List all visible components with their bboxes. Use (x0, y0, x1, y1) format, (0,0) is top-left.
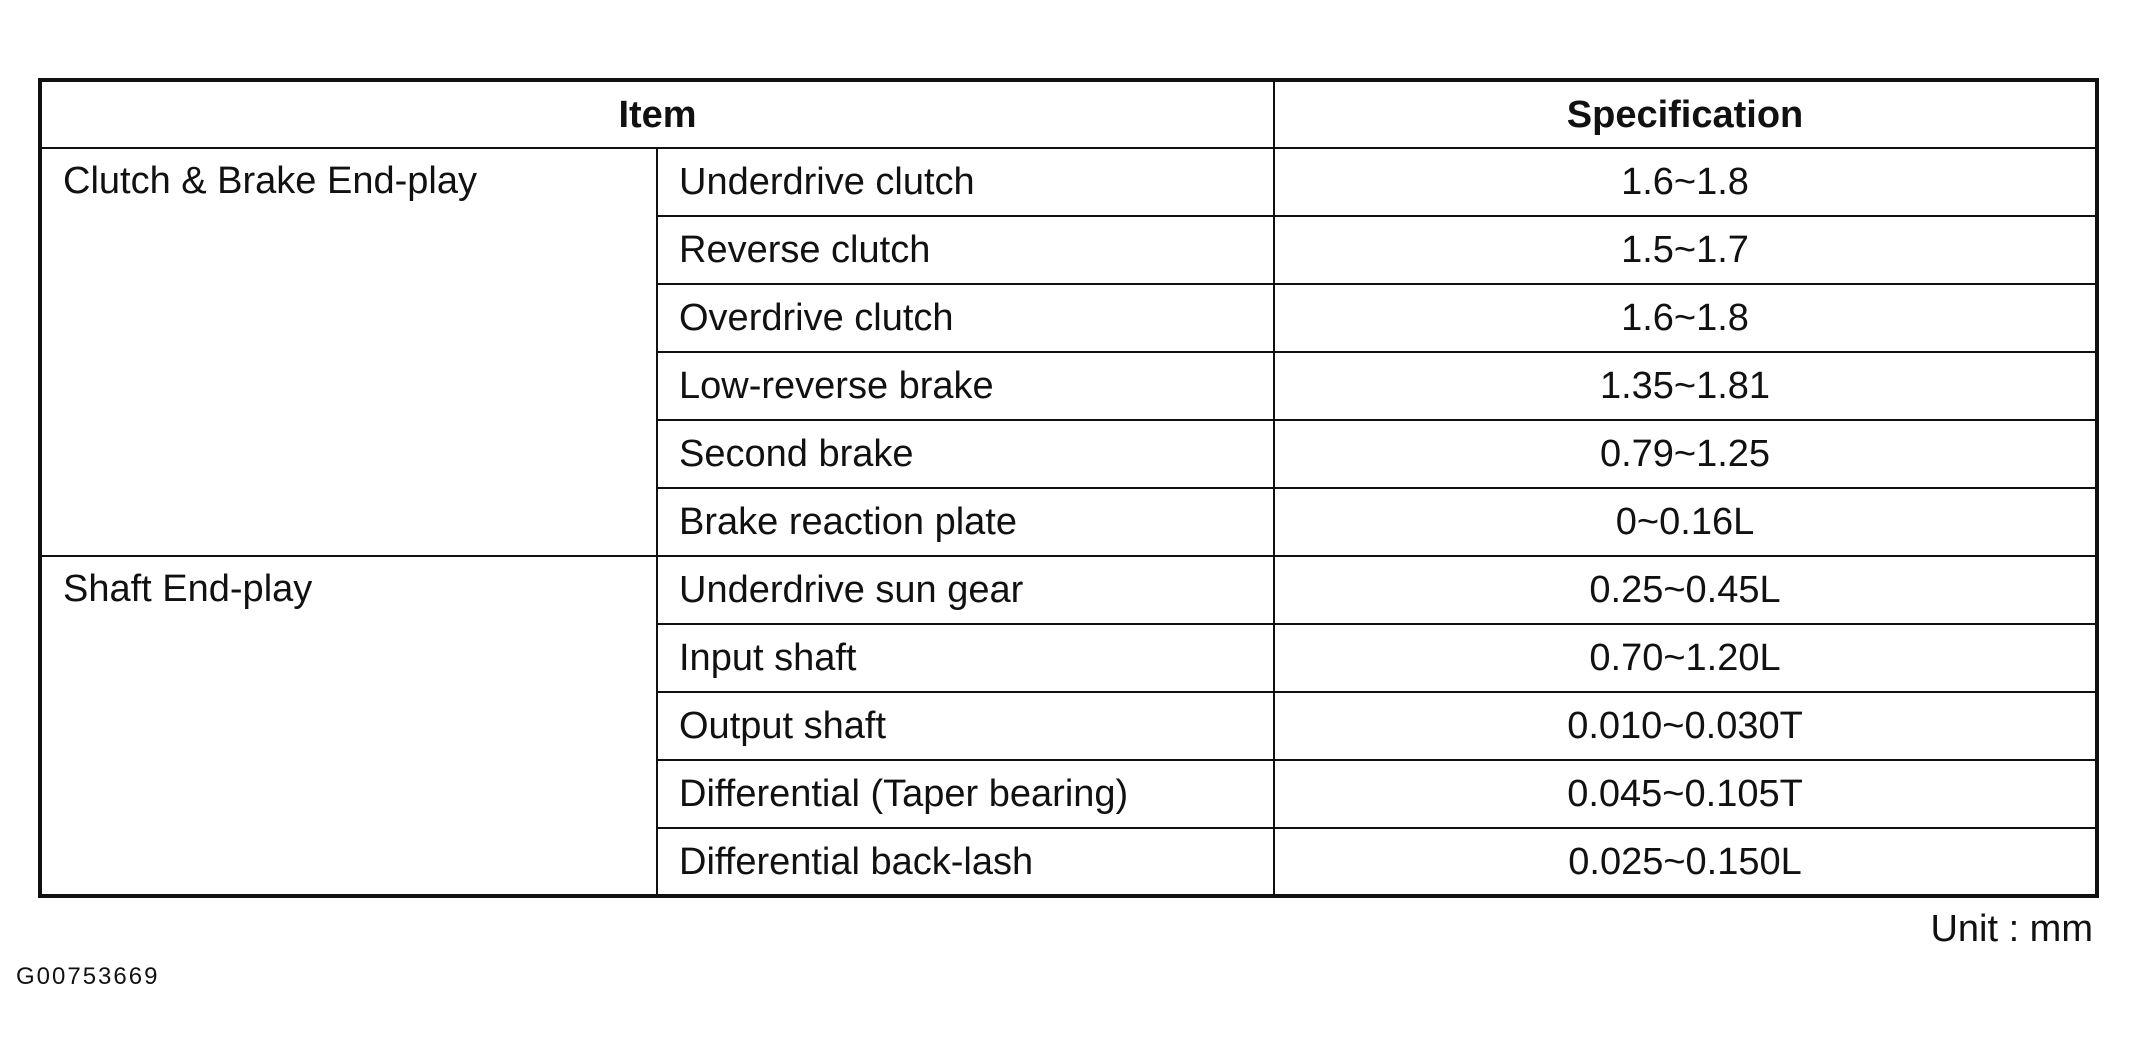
item-cell: Brake reaction plate (657, 488, 1274, 556)
table-header-row (40, 80, 2097, 148)
table-row (40, 556, 2097, 624)
unit-note: Unit : mm (1930, 908, 2093, 950)
spec-cell: 0.025~0.150L (1274, 828, 2097, 896)
spec-cell: 1.6~1.8 (1274, 284, 2097, 352)
group-label-clutch-brake: Clutch & Brake End-play (40, 148, 657, 556)
specification-table (38, 78, 2099, 898)
item-cell: Overdrive clutch (657, 284, 1274, 352)
spec-cell: 0.70~1.20L (1274, 624, 2097, 692)
item-cell: Differential (Taper bearing) (657, 760, 1274, 828)
spec-cell: 1.35~1.81 (1274, 352, 2097, 420)
spec-cell: 1.6~1.8 (1274, 148, 2097, 216)
header-specification: Specification (1274, 80, 2097, 148)
header-item: Item (40, 80, 1274, 148)
spec-cell: 0.79~1.25 (1274, 420, 2097, 488)
group-label-shaft: Shaft End-play (40, 556, 657, 896)
item-cell: Low-reverse brake (657, 352, 1274, 420)
spec-cell: 1.5~1.7 (1274, 216, 2097, 284)
spec-cell: 0~0.16L (1274, 488, 2097, 556)
item-cell: Underdrive sun gear (657, 556, 1274, 624)
spec-cell: 0.045~0.105T (1274, 760, 2097, 828)
item-cell: Reverse clutch (657, 216, 1274, 284)
table-row (40, 148, 2097, 216)
figure-id: G00753669 (16, 963, 160, 990)
item-cell: Input shaft (657, 624, 1274, 692)
spec-cell: 0.25~0.45L (1274, 556, 2097, 624)
item-cell: Second brake (657, 420, 1274, 488)
item-cell: Underdrive clutch (657, 148, 1274, 216)
spec-cell: 0.010~0.030T (1274, 692, 2097, 760)
item-cell: Output shaft (657, 692, 1274, 760)
item-cell: Differential back-lash (657, 828, 1274, 896)
